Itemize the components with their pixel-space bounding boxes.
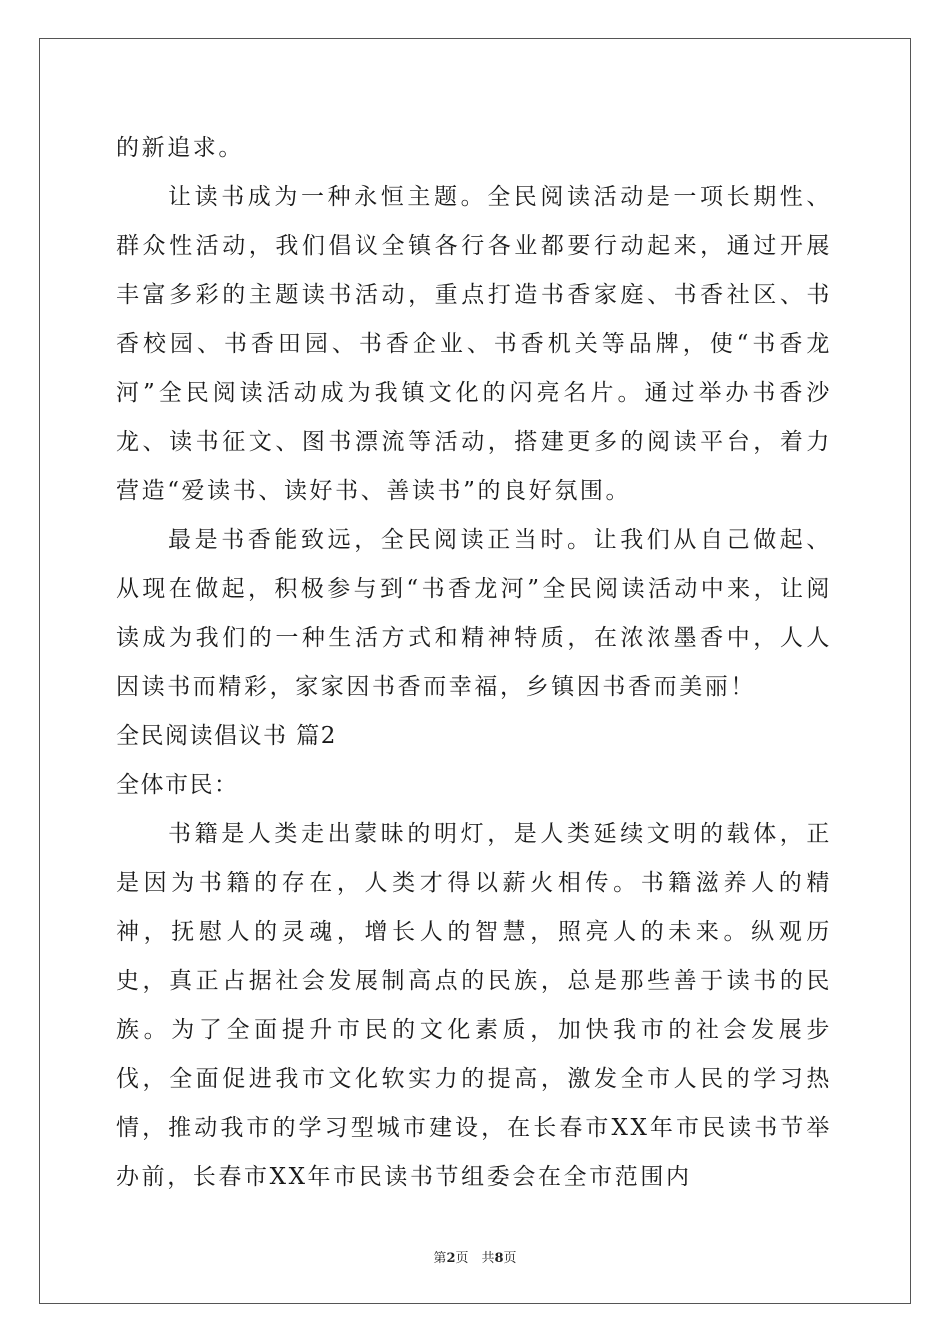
document-body bbox=[116, 124, 832, 1202]
footer-mid: 页 共 bbox=[455, 1251, 495, 1266]
footer-total-pages: 8 bbox=[494, 1251, 504, 1266]
paragraph-books-intro: 书籍是人类走出蒙昧的明灯，是人类延续文明的载体，正是因为书籍的存在，人类才得以薪火相传。书籍滋养人的精神，抚慰人的灵魂，增长人的智慧，照亮人的未来。纵观历史，真正占据社会发展制高点的民族，总是那些善于读书的民族。为了全面提升市民的文化素质，加快我市的社会发展步伐，全面促进我市文化软实力的提高，激发全市人民的学习热情，推动我市的学习型城市建设，在长春市XX年市民读书节举办前，长春市XX年市民读书节组委会在全市范围内 bbox=[116, 821, 832, 1190]
paragraph-closing-appeal: 最是书香能致远，全民阅读正当时。让我们从自己做起、从现在做起，积极参与到“书香龙河”全民阅读活动中来，让阅读成为我们的一种生活方式和精神特质，在浓浓墨香中，人人因读书而精彩，家家因书香而幸福，乡镇因书香而美丽！ bbox=[116, 527, 832, 700]
paragraph-reading-theme: 让读书成为一种永恒主题。全民阅读活动是一项长期性、群众性活动，我们倡议全镇各行各业都要行动起来，通过开展丰富多彩的主题读书活动，重点打造书香家庭、书香社区、书香校园、书香田园、书香企业、书香机关等品牌，使“书香龙河”全民阅读活动成为我镇文化的闪亮名片。通过举办书香沙龙、读书征文、图书漂流等活动，搭建更多的阅读平台，着力营造“爱读书、读好书、善读书”的良好氛围。 bbox=[116, 184, 832, 504]
section-title: 全民阅读倡议书 篇2 bbox=[116, 723, 337, 749]
page-number-footer bbox=[0, 1247, 950, 1266]
footer-prefix: 第 bbox=[433, 1251, 447, 1266]
salutation: 全体市民： bbox=[116, 772, 239, 798]
paragraph-continuation: 的新追求。 bbox=[116, 135, 244, 161]
footer-current-page: 2 bbox=[446, 1251, 456, 1266]
footer-suffix: 页 bbox=[503, 1251, 517, 1266]
